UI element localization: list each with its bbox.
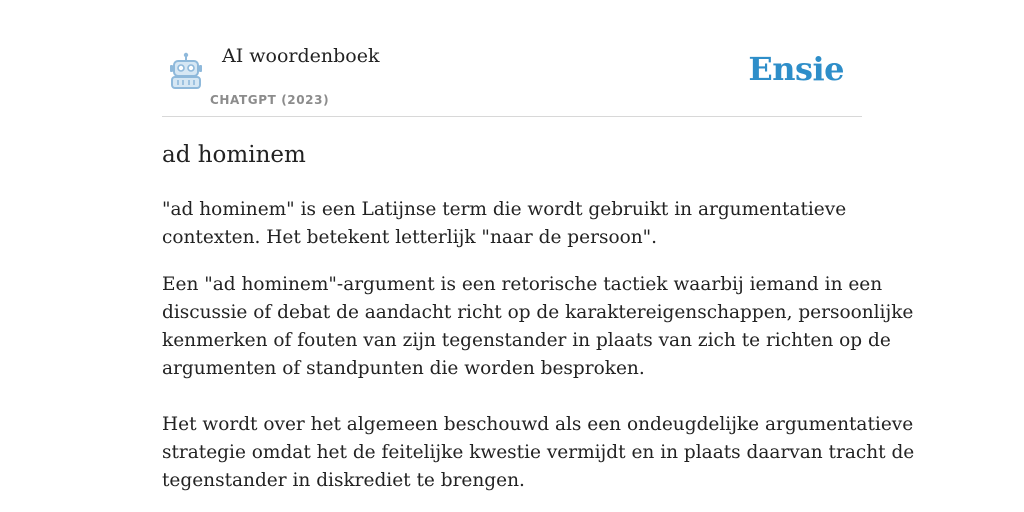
definition-line: argumenten of standpunten die worden besproken. xyxy=(162,358,645,379)
definition-line: tegenstander in diskrediet te brengen. xyxy=(162,470,525,491)
definition-paragraph xyxy=(162,271,915,495)
entry-term: ad hominem xyxy=(162,142,306,168)
entry-definition xyxy=(162,196,915,495)
definition-line: kenmerken of fouten van zijn tegenstander in plaats van zich te richten op de xyxy=(162,330,891,351)
paragraph-gap xyxy=(162,383,862,411)
definition-line: discussie of debat de aandacht richt op de karaktereigenschappen, persoonlijke xyxy=(162,302,914,323)
ensie-logo[interactable]: Ensie xyxy=(748,50,844,88)
dictionary-source: CHATGPT (2023) xyxy=(210,93,330,107)
dictionary-title-link[interactable]: AI woordenboek xyxy=(222,45,380,67)
definition-paragraph xyxy=(162,196,862,252)
definition-line: "ad hominem" is een Latijnse term die wordt gebruikt in argumentatieve xyxy=(162,199,847,220)
entry-content xyxy=(162,138,915,512)
definition-line: Een "ad hominem"-argument is een retorische tactiek waarbij iemand in een xyxy=(162,274,883,295)
definition-line: contexten. Het betekent letterlijk "naar de persoon". xyxy=(162,227,658,248)
definition-line: strategie omdat het de feitelijke kwestie vermijdt en in plaats daarvan tracht de xyxy=(162,442,915,463)
definition-line: Het wordt over het algemeen beschouwd als een ondeugdelijke argumentatieve xyxy=(162,414,914,435)
dictionary-header xyxy=(162,0,862,117)
robot-icon xyxy=(166,52,206,92)
